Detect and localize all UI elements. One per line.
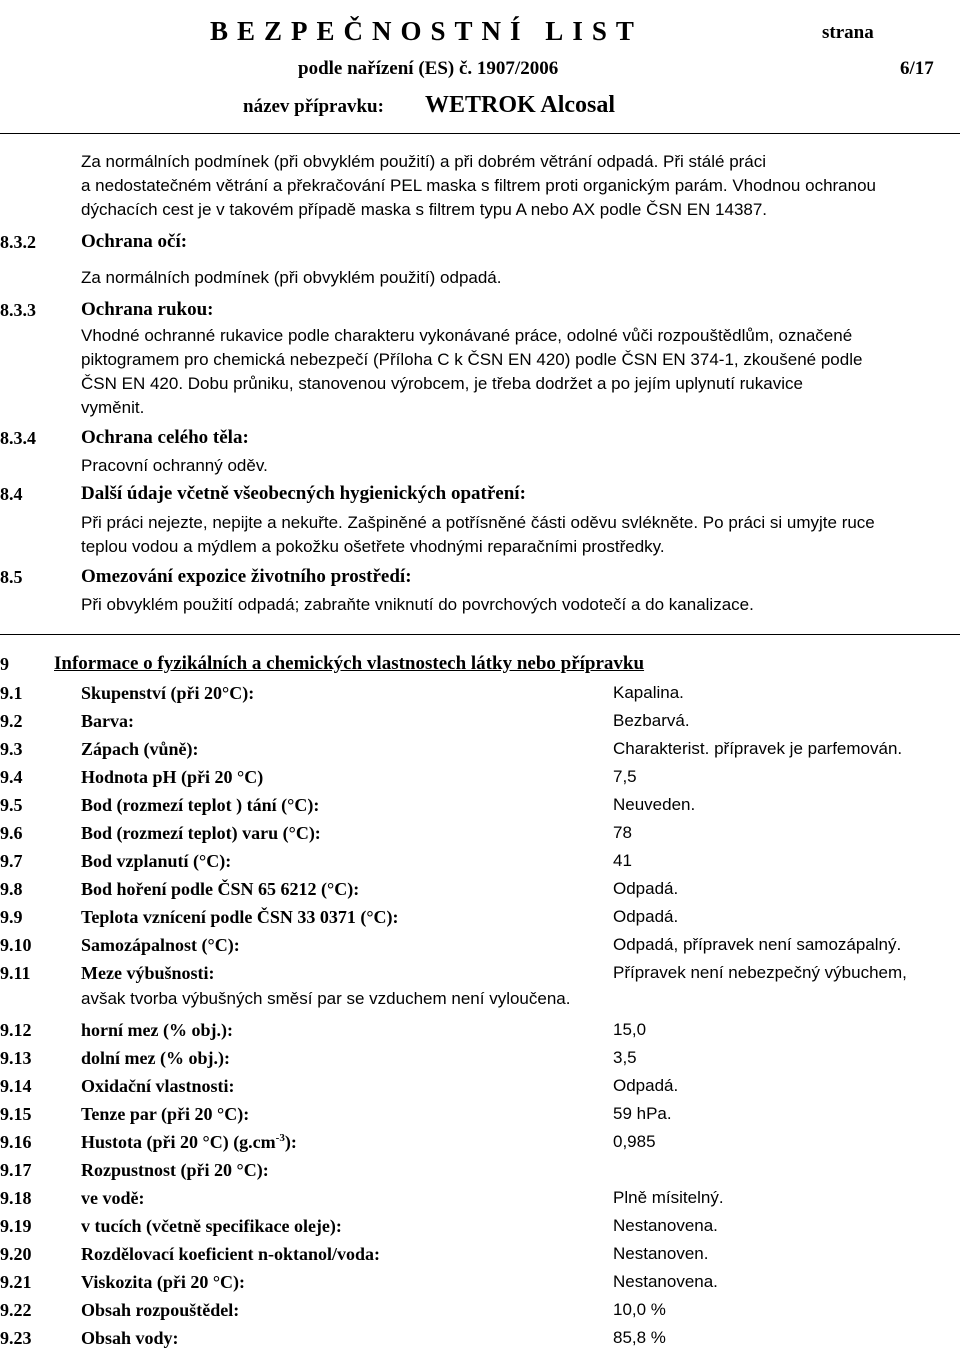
property-row <box>0 1160 960 1188</box>
section-8-3-4-number: 8.3.4 <box>0 428 36 448</box>
property-label-end: ): <box>284 1132 297 1152</box>
intro-line-2: a nedostatečném větrání a překračování PEL maska s filtrem proti organickým parám. Vhodnou ochranou <box>81 176 876 195</box>
property-value: 59 hPa. <box>613 1104 672 1123</box>
property-number: 9.2 <box>0 711 23 731</box>
property-label: Viskozita (při 20 °C): <box>81 1272 246 1292</box>
document-title: BEZPEČNOSTNÍ LIST <box>210 16 643 46</box>
property-value: 10,0 % <box>613 1300 666 1319</box>
property-value: Odpadá. <box>613 1076 679 1095</box>
property-label: Bod vzplanutí (°C): <box>81 851 232 871</box>
property-value: Nestanovena. <box>613 1272 718 1291</box>
property-label: Hodnota pH (při 20 °C) <box>81 767 264 787</box>
property-label: Bod (rozmezí teplot ) tání (°C): <box>81 795 320 815</box>
property-number: 9.21 <box>0 1272 32 1292</box>
property-number: 9.1 <box>0 683 23 703</box>
section-8-4-number: 8.4 <box>0 484 23 504</box>
property-value: Plně mísitelný. <box>613 1188 724 1207</box>
property-label: Rozpustnost (při 20 °C): <box>81 1160 269 1180</box>
property-value: 7,5 <box>613 767 637 786</box>
property-value: 41 <box>613 851 632 870</box>
property-number: 9.22 <box>0 1300 32 1320</box>
section-8-3-3-line-3: ČSN EN 420. Dobu průniku, stanovenou výrobcem, je třeba dodržet a po jejím uplynutí rukavice <box>81 374 803 393</box>
property-number: 9.17 <box>0 1160 32 1180</box>
property-value: Neuveden. <box>613 795 696 814</box>
property-row <box>0 851 960 879</box>
property-value: 85,8 % <box>613 1328 666 1347</box>
page-number: 6/17 <box>900 58 934 79</box>
property-label: Meze výbušnosti: <box>81 963 215 983</box>
section-8-3-3-line-1: Vhodné ochranné rukavice podle charakteru vykonávané práce, odolné vůči rozpouštědlům, označené <box>81 326 853 345</box>
property-row <box>0 935 960 963</box>
property-label: Bod hoření podle ČSN 65 6212 (°C): <box>81 879 360 899</box>
header-divider <box>0 133 960 134</box>
property-label: Bod (rozmezí teplot) varu (°C): <box>81 823 321 843</box>
property-row <box>0 1048 960 1076</box>
property-row <box>0 767 960 795</box>
property-number: 9.18 <box>0 1188 32 1208</box>
property-value: Kapalina. <box>613 683 684 702</box>
property-label: Oxidační vlastnosti: <box>81 1076 235 1096</box>
section-8-3-2-title: Ochrana očí: <box>81 231 188 252</box>
property-label: Rozdělovací koeficient n-oktanol/voda: <box>81 1244 380 1264</box>
property-number: 9.6 <box>0 823 23 843</box>
property-label: Tenze par (při 20 °C): <box>81 1104 250 1124</box>
property-value: Charakterist. přípravek je parfemován. <box>613 739 903 758</box>
property-label: v tucích (včetně specifikace oleje): <box>81 1216 342 1236</box>
property-value: Nestanovena. <box>613 1216 718 1235</box>
regulation-line: podle nařízení (ES) č. 1907/2006 <box>298 58 559 79</box>
property-value: Odpadá, přípravek není samozápalný. <box>613 935 902 954</box>
property-label: dolní mez (% obj.): <box>81 1048 230 1068</box>
property-row <box>0 879 960 907</box>
property-row <box>0 1076 960 1104</box>
section-8-3-2-text: Za normálních podmínek (při obvyklém použití) odpadá. <box>81 268 502 287</box>
section-8-3-3-number: 8.3.3 <box>0 300 36 320</box>
property-number: 9.12 <box>0 1020 32 1040</box>
section-8-3-3-line-4: vyměnit. <box>81 398 145 417</box>
section-8-4-title: Další údaje včetně všeobecných hygienických opatření: <box>81 483 526 504</box>
property-row <box>0 683 960 711</box>
property-value: Bezbarvá. <box>613 711 690 730</box>
property-row <box>0 795 960 823</box>
product-label: název přípravku: <box>243 96 384 117</box>
property-row <box>0 1104 960 1132</box>
property-value: Odpadá. <box>613 879 679 898</box>
property-number: 9.19 <box>0 1216 32 1236</box>
property-number: 9.23 <box>0 1328 32 1348</box>
property-number: 9.14 <box>0 1076 32 1096</box>
property-value: 3,5 <box>613 1048 637 1067</box>
section-9-title: Informace o fyzikálních a chemických vlastnostech látky nebo přípravku <box>54 653 645 674</box>
property-number: 9.11 <box>0 963 31 983</box>
section-8-5-number: 8.5 <box>0 567 23 587</box>
property-label-superscript: -3 <box>275 1132 285 1144</box>
property-label-text: Hustota (při 20 °C) (g.cm <box>81 1132 276 1152</box>
section-8-3-3-title: Ochrana rukou: <box>81 299 214 320</box>
property-value: 78 <box>613 823 632 842</box>
section-8-3-4-text: Pracovní ochranný oděv. <box>81 456 268 475</box>
property-number: 9.7 <box>0 851 23 871</box>
property-label: Obsah rozpouštědel: <box>81 1300 240 1320</box>
property-number: 9.8 <box>0 879 23 899</box>
page-label: strana <box>822 22 874 43</box>
section-8-3-3-line-2: piktogramem pro chemická nebezpečí (Příloha C k ČSN EN 420) podle ČSN EN 374-1, zkoušené podle <box>81 350 863 369</box>
property-label: horní mez (% obj.): <box>81 1020 233 1040</box>
property-value: 0,985 <box>613 1132 656 1151</box>
property-number: 9.4 <box>0 767 23 787</box>
property-row <box>0 1188 960 1216</box>
property-label: Teplota vznícení podle ČSN 33 0371 (°C): <box>81 907 399 927</box>
property-label: Samozápalnost (°C): <box>81 935 240 955</box>
property-value: Přípravek není nebezpečný výbuchem, <box>613 963 907 982</box>
property-number: 9.9 <box>0 907 23 927</box>
property-row <box>0 823 960 851</box>
property-number: 9.3 <box>0 739 23 759</box>
property-row <box>0 1272 960 1300</box>
section-8-4-line-2: teplou vodou a mýdlem a pokožku ošetřete vhodnými reparačními prostředky. <box>81 537 665 556</box>
property-row <box>0 1216 960 1244</box>
property-row <box>0 1244 960 1272</box>
property-label <box>81 1132 297 1153</box>
property-number: 9.20 <box>0 1244 32 1264</box>
section-8-3-4-title: Ochrana celého těla: <box>81 427 249 448</box>
section-9-number: 9 <box>0 654 9 674</box>
property-row <box>0 1132 960 1160</box>
property-value: Nestanoven. <box>613 1244 709 1263</box>
property-number: 9.15 <box>0 1104 32 1124</box>
property-row <box>0 907 960 935</box>
property-row <box>0 1020 960 1048</box>
property-number: 9.10 <box>0 935 32 955</box>
product-name: WETROK Alcosal <box>425 92 616 118</box>
property-row <box>0 711 960 739</box>
section-8-5-title: Omezování expozice životního prostředí: <box>81 566 412 587</box>
property-row <box>0 1328 960 1356</box>
property-label: ve vodě: <box>81 1188 145 1208</box>
section-8-4-line-1: Při práci nejezte, nepijte a nekuřte. Zašpiněné a potřísněné části oděvu svlékněte. Po práci si umyjte ruce <box>81 513 875 532</box>
property-label: Zápach (vůně): <box>81 739 199 759</box>
intro-line-3: dýchacích cest je v takovém případě maska s filtrem typu A nebo AX podle ČSN EN 14387. <box>81 200 768 219</box>
section-8-3-2-number: 8.3.2 <box>0 232 36 252</box>
intro-line-1: Za normálních podmínek (při obvyklém použití) a při dobrém větrání odpadá. Při stálé práci <box>81 152 767 171</box>
property-row <box>0 963 960 991</box>
property-row <box>0 739 960 767</box>
property-number: 9.5 <box>0 795 23 815</box>
property-value: 15,0 <box>613 1020 647 1039</box>
section-8-5-text: Při obvyklém použití odpadá; zabraňte vniknutí do povrchových vodotečí a do kanalizace. <box>81 595 754 614</box>
property-value: Odpadá. <box>613 907 679 926</box>
property-number: 9.13 <box>0 1048 32 1068</box>
property-label: Barva: <box>81 711 134 731</box>
section-divider <box>0 634 960 635</box>
property-9-11-continuation: avšak tvorba výbušných směsí par se vzduchem není vyloučena. <box>81 989 571 1008</box>
property-label: Skupenství (při 20°C): <box>81 683 255 703</box>
property-number: 9.16 <box>0 1132 32 1152</box>
property-label: Obsah vody: <box>81 1328 179 1348</box>
property-row <box>0 1300 960 1328</box>
